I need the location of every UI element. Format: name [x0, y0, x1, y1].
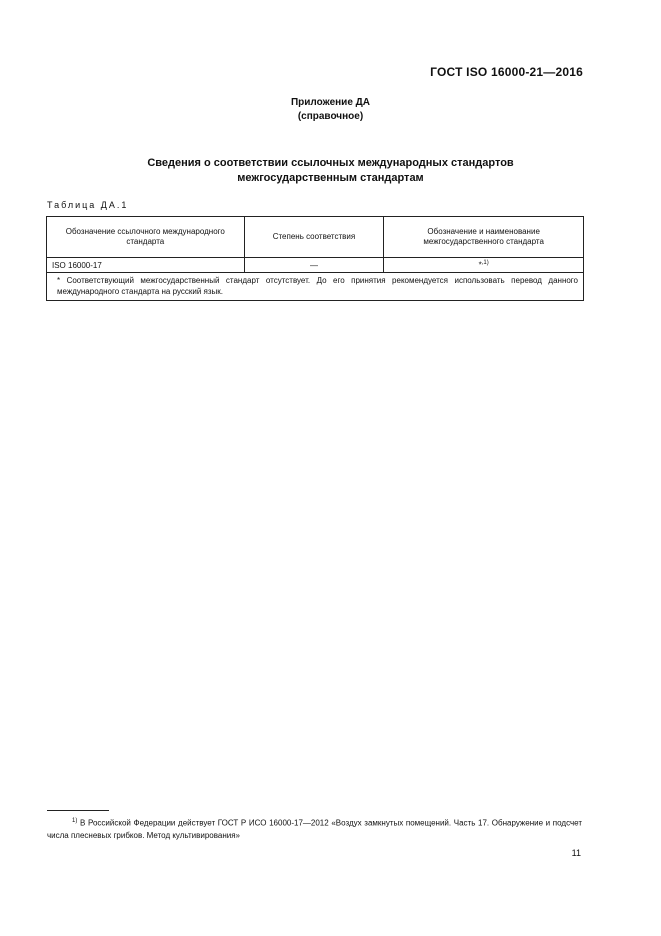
annex-title: Приложение ДА — [290, 97, 371, 108]
header-gost: Обозначение и наименование межгосударственного стандарта — [384, 217, 584, 258]
table-caption: Таблица ДА.1 — [47, 200, 129, 210]
cell-degree: — — [244, 258, 384, 273]
table-header-row — [47, 217, 584, 258]
cell-gost-mark: * — [478, 260, 482, 270]
table-note: * Соответствующий межгосударственный стандарт отсутствует. До его принятия рекомендуется использовать перевод данного международного стандарта на русский язык. — [47, 273, 584, 301]
table-note-row — [47, 273, 584, 301]
header-degree: Степень соответствия — [244, 217, 384, 258]
table-row — [47, 258, 584, 273]
annex-type: (справочное) — [297, 111, 364, 122]
header-ref-standard: Обозначение ссылочного международного стандарта — [47, 217, 245, 258]
section-title-line1: Сведения о соответствии ссылочных международных стандартов — [147, 157, 514, 169]
footnote-marker: 1) — [72, 818, 78, 824]
footnote-separator — [47, 810, 109, 811]
footnote-ref: ,1) — [481, 260, 489, 267]
correspondence-table — [46, 216, 584, 301]
cell-ref-standard: ISO 16000-17 — [47, 258, 245, 273]
section-title — [0, 156, 661, 186]
footnote-text: В Российской Федерации действует ГОСТ Р ИСО 16000-17—2012 «Воздух замкнутых помещений. Часть 17. Обнаружение и подсчет числа плесневых грибков. Метод культивирования» — [47, 818, 582, 840]
page-number: 11 — [571, 848, 581, 858]
cell-gost — [384, 258, 584, 273]
footnote — [47, 815, 582, 842]
section-title-line2: межгосударственным стандартам — [237, 172, 424, 184]
annex-heading — [0, 96, 661, 124]
document-header: ГОСТ ISO 16000-21—2016 — [430, 65, 583, 79]
